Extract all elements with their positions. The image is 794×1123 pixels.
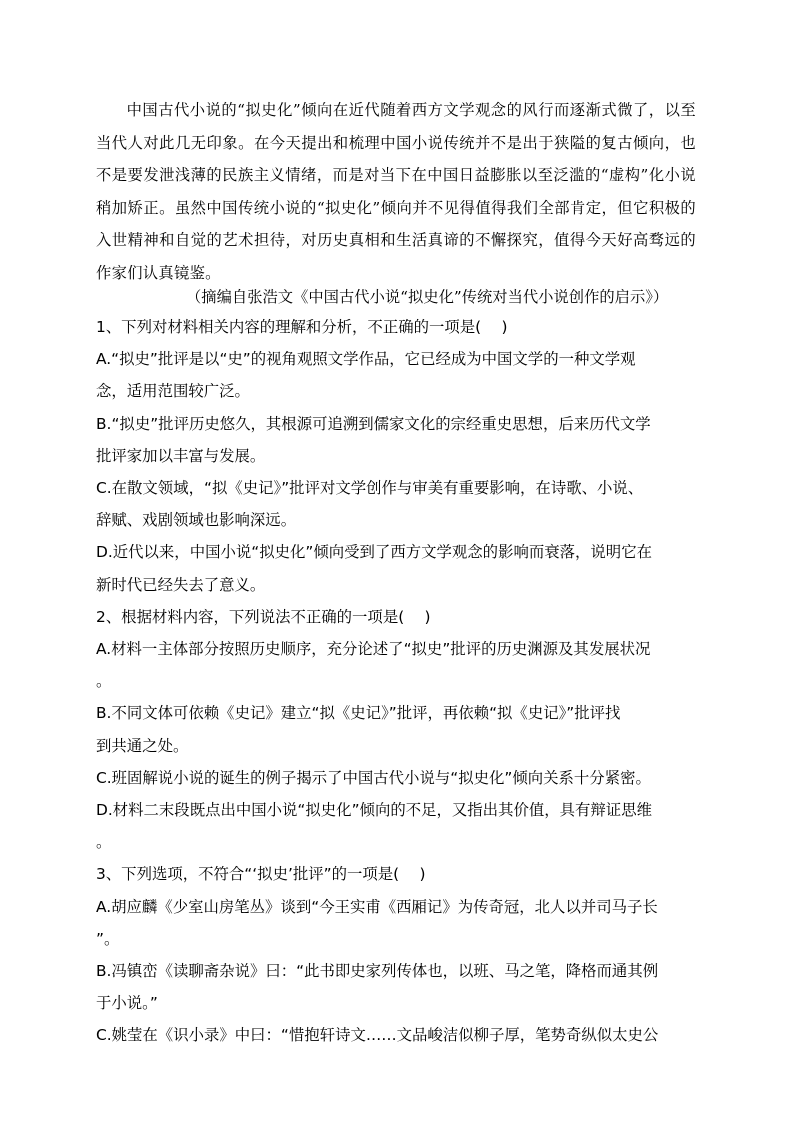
question-stem: 2、根据材料内容，下列说法不正确的一项是( ) xyxy=(96,607,431,626)
option-line: D.材料二末段既点出中国小说“拟史化”倾向的不足，又指出其价值，具有辩证思维 xyxy=(96,801,652,820)
question-3 xyxy=(96,858,696,1051)
option-line: 。 xyxy=(96,833,112,852)
reading-passage xyxy=(96,94,696,289)
option-c xyxy=(96,762,696,794)
option-line: 念，适用范围较广泛。 xyxy=(96,382,250,401)
question-stem: 1、下列对材料相关内容的理解和分析，不正确的一项是( ) xyxy=(96,318,508,336)
option-line: 批评家加以丰富与发展。 xyxy=(96,446,266,465)
question-list xyxy=(96,311,696,1052)
option-a xyxy=(96,343,696,407)
option-line: B.冯镇峦《读聊斋杂说》曰：“此书即史家列传体也，以班、马之笔，降格而通其例 xyxy=(96,962,659,981)
option-line: A.材料一主体部分按照历史顺序，充分论述了“拟史”批评的历史渊源及其发展状况 xyxy=(96,640,651,659)
option-line: C.姚莹在《识小录》中曰：“惜抱轩诗文……文品峻洁似柳子厚，笔势奇纵似太史公 xyxy=(96,1026,659,1045)
option-line: D.近代以来，中国小说“拟史化”倾向受到了西方文学观念的影响而衰落，说明它在 xyxy=(96,543,652,562)
option-d xyxy=(96,536,696,600)
option-b xyxy=(96,955,696,1019)
option-line: ”。 xyxy=(96,929,120,948)
option-b xyxy=(96,697,696,761)
passage-paragraph: 中国古代小说的“拟史化”倾向在近代随着西方文学观念的风行而逐渐式微了，以至当代人对此几无印象。在今天提出和梳理中国小说传统并不是出于狭隘的复古倾向，也不是要发泄浅薄的民族主义情绪，而是对当下在中国日益膨胀以至泛滥的“虚构”化小说稍加矫正。虽然中国传统小说的“拟史化”倾向并不见得值得我们全部肯定，但它积极的入世精神和自觉的艺术担待，对历史真相和生活真谛的不懈探究，值得今天好高骛远的作家们认真镜鉴。 xyxy=(96,101,696,282)
option-c xyxy=(96,1019,696,1051)
option-line: 于小说。” xyxy=(96,994,158,1013)
option-line: 辞赋、戏剧领域也影响深远。 xyxy=(96,511,297,530)
option-line: A.胡应麟《少室山房笔丛》谈到“今王实甫《西厢记》为传奇冠，北人以并司马子长 xyxy=(96,897,658,916)
option-line: 。 xyxy=(96,672,112,691)
option-a xyxy=(96,633,696,697)
option-line: C.班固解说小说的诞生的例子揭示了中国古代小说与“拟史化”倾向关系十分紧密。 xyxy=(96,768,651,787)
passage-source: （摘编自张浩文《中国古代小说“拟史化”传统对当代小说创作的启示》） xyxy=(186,288,669,306)
option-line: B.“拟史”批评历史悠久，其根源可追溯到儒家文化的宗经重史思想，后来历代文学 xyxy=(96,414,651,433)
option-line: B.不同文体可依赖《史记》建立“拟《史记》”批评，再依赖“拟《史记》”批评找 xyxy=(96,704,621,723)
option-a xyxy=(96,891,696,955)
option-line: 新时代已经失去了意义。 xyxy=(96,575,266,594)
option-d xyxy=(96,794,696,858)
option-line: 到共通之处。 xyxy=(96,736,189,755)
question-1 xyxy=(96,311,696,601)
option-line: A.“拟史”批评是以“史”的视角观照文学作品，它已经成为中国文学的一种文学观 xyxy=(96,350,636,369)
option-line: C.在散文领域，“拟《史记》”批评对文学创作与审美有重要影响，在诗歌、小说、 xyxy=(96,479,644,498)
question-2 xyxy=(96,601,696,859)
option-c xyxy=(96,472,696,536)
option-b xyxy=(96,408,696,472)
question-stem: 3、下列选项，不符合“‘拟史’批评”的一项是( ) xyxy=(96,865,426,884)
